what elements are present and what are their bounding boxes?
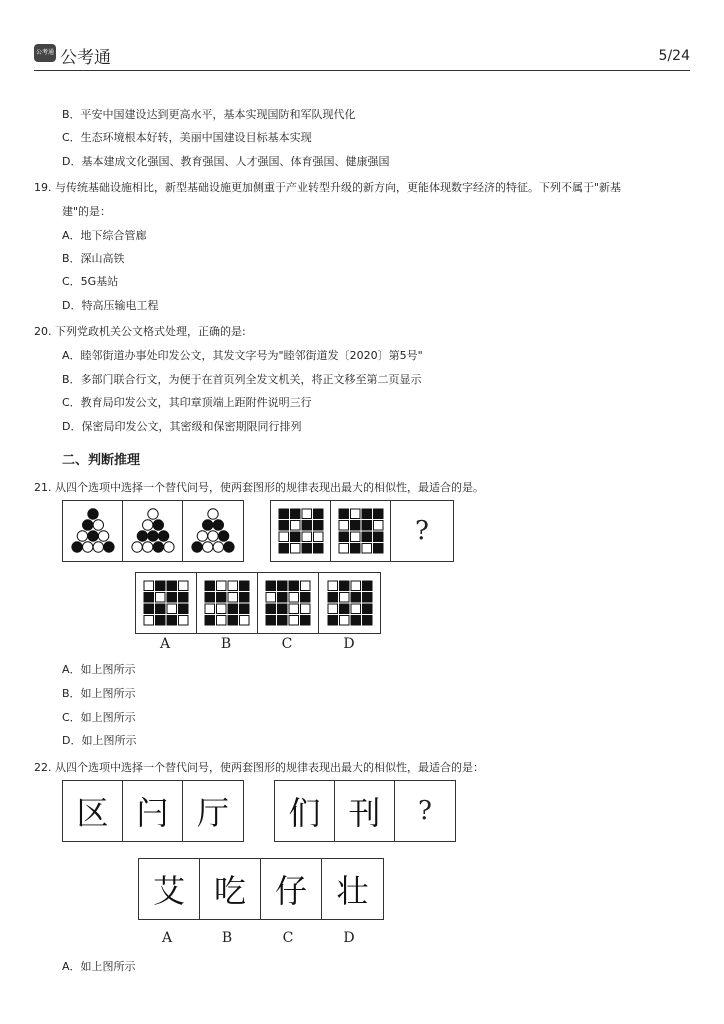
- q21-label-d: D: [343, 636, 355, 652]
- q19-stem: 19. 与传统基础设施相比，新型基础设施更加侧重于产业转型升级的新方向，更能体现数字经济的特征。下列不属于"新基: [34, 181, 622, 194]
- q22-set2-cell-1: [275, 781, 335, 841]
- page-number: 5/24: [658, 48, 690, 64]
- q22-char: 吃: [213, 872, 246, 910]
- q19-option-b: B．深山高铁: [62, 252, 125, 265]
- square-grid-figure: [204, 580, 250, 626]
- triangle-dots-figure: [186, 504, 240, 558]
- q22-label-a: A: [161, 930, 173, 946]
- q22-set2-figure: [274, 780, 456, 842]
- q19-stem-cont: 建"的是：: [62, 205, 112, 218]
- q22-set1-cell-3: [183, 781, 243, 841]
- q19-option-d: D．特高压输电工程: [62, 299, 159, 312]
- q22-set1-cell-2: [123, 781, 183, 841]
- q22-char: 艾: [152, 872, 185, 910]
- q22-option-a: A．如上图所示: [62, 960, 136, 973]
- q22-set2-cell-2: [335, 781, 395, 841]
- q21-option-c: C．如上图所示: [62, 711, 136, 724]
- q18-option-d: D．基本建成文化强国、教育强国、人才强国、体育强国、健康强国: [62, 155, 390, 168]
- q18-option-b: B．平安中国建设达到更高水平，基本实现国防和军队现代化: [62, 108, 356, 121]
- q21-set1-cell-1: [63, 501, 123, 561]
- q21-label-a: A: [159, 636, 171, 652]
- q22-label-b: B: [221, 930, 233, 946]
- q21-label-b: B: [220, 636, 232, 652]
- q22-answer-b[interactable]: [200, 859, 261, 919]
- q20-option-c: C．教育局印发公文，其印章顶端上距附件说明三行: [62, 396, 312, 409]
- q22-char: 仔: [274, 872, 307, 910]
- q20-option-b: B．多部门联合行文，为便于在首页列全发文机关，将正文移至第二页显示: [62, 373, 422, 386]
- logo-icon: 公考通: [34, 44, 56, 62]
- q22-char: 闩: [136, 794, 169, 832]
- q21-set1-cell-2: [123, 501, 183, 561]
- q22-char: 刊: [348, 794, 381, 832]
- q21-set1-cell-3: [183, 501, 243, 561]
- q22-char: 壮: [336, 872, 369, 910]
- q21-set2-cell-2: [331, 501, 391, 561]
- q20-stem: 20. 下列党政机关公文格式处理，正确的是:: [34, 325, 246, 338]
- triangle-dots-figure: [66, 504, 120, 558]
- q22-char: 厅: [196, 794, 229, 832]
- q21-option-a: A．如上图所示: [62, 663, 136, 676]
- question-mark: ?: [415, 516, 429, 546]
- q19-option-a: A．地下综合管廊: [62, 229, 147, 242]
- triangle-dots-figure: [126, 504, 180, 558]
- q21-stem: 21. 从四个选项中选择一个替代问号，使两套图形的规律表现出最大的相似性，最适合的是。: [34, 481, 484, 494]
- q22-set1-cell-1: [63, 781, 123, 841]
- section-title: 二、判断推理: [62, 453, 141, 468]
- q22-label-c: C: [282, 930, 294, 946]
- q21-answer-c[interactable]: [258, 573, 319, 633]
- q22-char: 区: [76, 794, 109, 832]
- q21-option-d: D．如上图所示: [62, 734, 137, 747]
- square-grid-figure: [278, 508, 324, 554]
- q22-set2-cell-3: [395, 781, 455, 841]
- q22-answer-a[interactable]: [139, 859, 200, 919]
- q22-answer-c[interactable]: [261, 859, 322, 919]
- q21-answer-figure: [135, 572, 381, 634]
- page-header: [34, 44, 690, 71]
- q22-set1-figure: [62, 780, 244, 842]
- q21-answer-d[interactable]: [319, 573, 380, 633]
- q21-set2-cell-3: [391, 501, 453, 561]
- square-grid-figure: [265, 580, 311, 626]
- q22-answer-d[interactable]: [322, 859, 383, 919]
- square-grid-figure: [143, 580, 189, 626]
- q21-label-c: C: [281, 636, 293, 652]
- q21-answer-a[interactable]: [136, 573, 197, 633]
- q19-option-c: C．5G基站: [62, 275, 119, 288]
- q18-option-c: C．生态环境根本好转，美丽中国建设目标基本实现: [62, 131, 312, 144]
- logo-text: 公考通: [60, 48, 111, 68]
- q22-label-d: D: [343, 930, 355, 946]
- q22-answer-figure: [138, 858, 384, 920]
- q20-option-d: D．保密局印发公文，其密级和保密期限同行排列: [62, 420, 302, 433]
- q21-answer-b[interactable]: [197, 573, 258, 633]
- q20-option-a: A．睦邻街道办事处印发公文，其发文字号为"睦邻街道发〔2020〕第5号": [62, 349, 423, 362]
- question-mark: ?: [418, 796, 432, 826]
- q21-set2-figure: [270, 500, 454, 562]
- q22-stem: 22. 从四个选项中选择一个替代问号，使两套图形的规律表现出最大的相似性，最适合的是：: [34, 761, 484, 774]
- q21-set1-figure: [62, 500, 244, 562]
- q21-option-b: B．如上图所示: [62, 687, 136, 700]
- square-grid-figure: [327, 580, 373, 626]
- square-grid-figure: [338, 508, 384, 554]
- q22-char: 们: [288, 794, 321, 832]
- q21-set2-cell-1: [271, 501, 331, 561]
